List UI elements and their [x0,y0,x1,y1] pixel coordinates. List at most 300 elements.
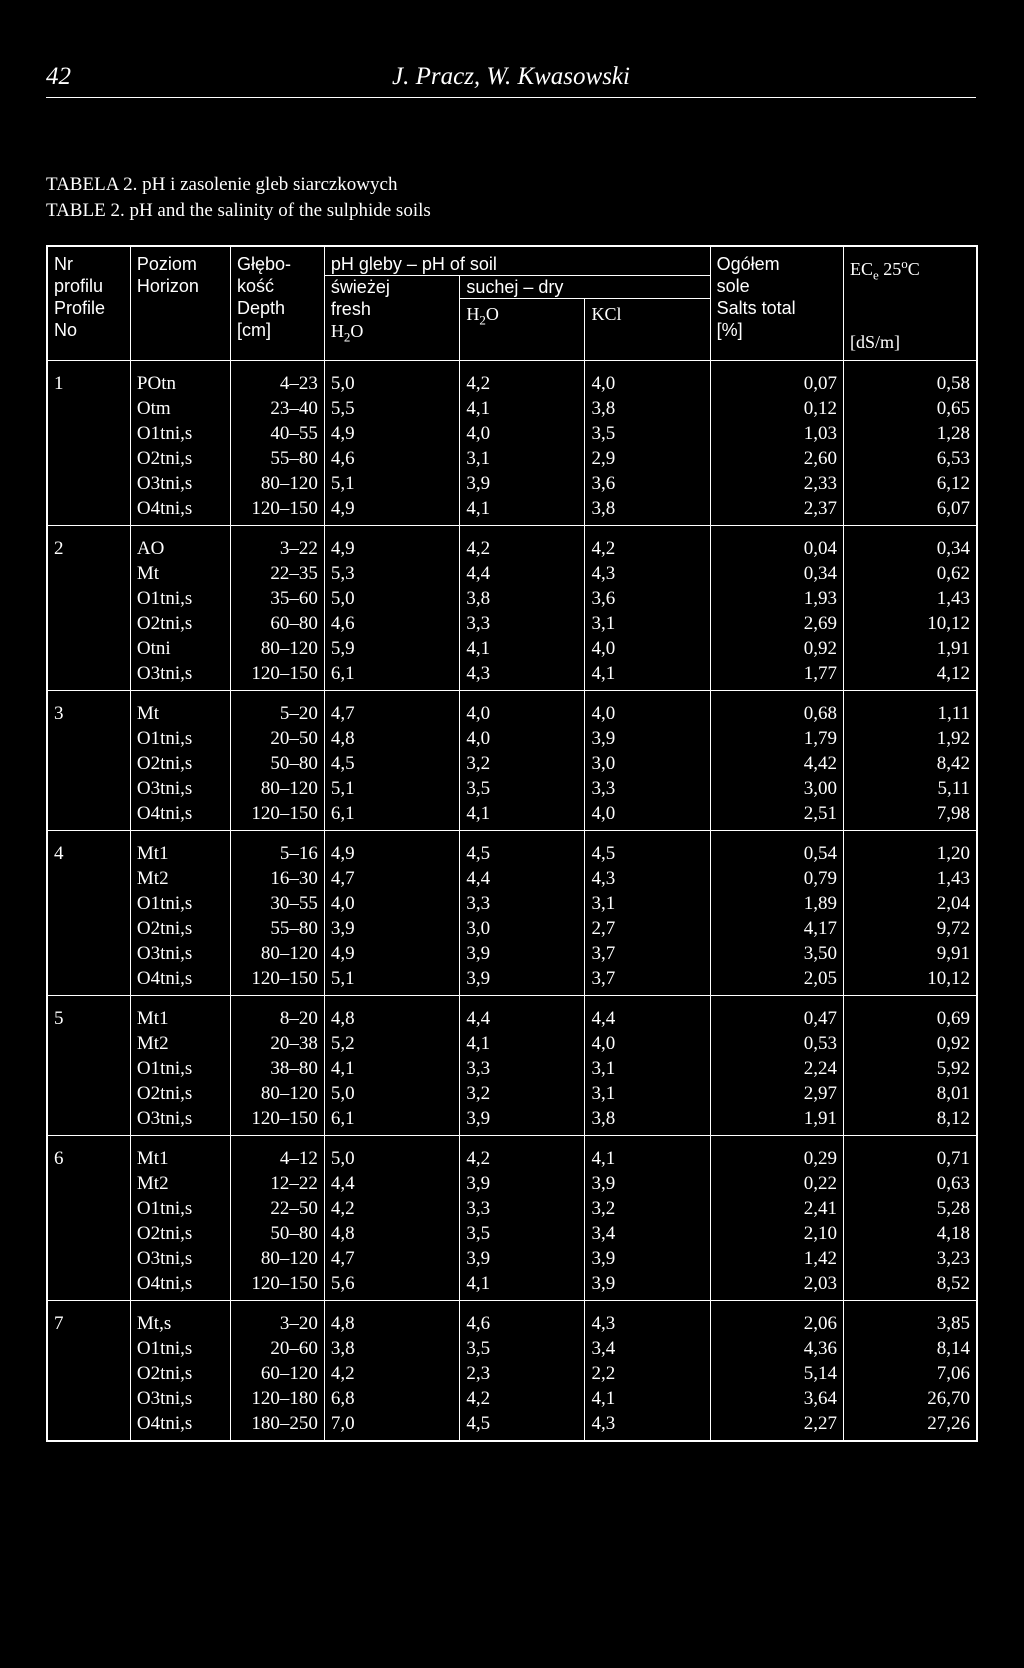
cell-ece: 7,98 [844,801,978,831]
cell-ph-h2o: 4,1 [460,636,585,661]
cell-ece: 1,91 [844,636,978,661]
cell-salts: 2,27 [710,1411,843,1441]
cell-salts: 3,64 [710,1386,843,1411]
table-row [47,776,977,801]
cell-ph-kcl: 3,7 [585,966,710,996]
table-row [47,1386,977,1411]
cell-ece: 3,23 [844,1246,978,1271]
cell-depth: 22–35 [230,561,324,586]
cell-ph-kcl: 4,3 [585,866,710,891]
cell-salts: 4,17 [710,916,843,941]
cell-horizon: O2tni,s [130,916,230,941]
cell-ph-h2o: 2,3 [460,1361,585,1386]
col-header-dry-group: suchej – dry [460,276,710,299]
cell-ph-h2o: 4,4 [460,866,585,891]
cell-salts: 0,68 [710,690,843,726]
cell-horizon: O4tni,s [130,1411,230,1441]
cell-ph-kcl: 4,0 [585,636,710,661]
cell-profile-no [47,801,130,831]
cell-depth: 120–150 [230,496,324,526]
cell-ph-kcl: 3,4 [585,1336,710,1361]
table-row [47,1081,977,1106]
cell-salts: 2,33 [710,471,843,496]
cell-ph-kcl: 3,3 [585,776,710,801]
cell-salts: 0,92 [710,636,843,661]
cell-ph-fresh: 6,1 [324,1106,460,1136]
cell-profile-no [47,471,130,496]
cell-horizon: Otni [130,636,230,661]
cell-horizon: Mt [130,561,230,586]
cell-salts: 4,42 [710,751,843,776]
col-header-h2o-dry: $H_2O$ [460,299,585,361]
cell-horizon: AO [130,525,230,561]
cell-ph-h2o: 3,8 [460,586,585,611]
cell-profile-no [47,1411,130,1441]
cell-ph-fresh: 5,6 [324,1271,460,1301]
cell-ph-fresh: 6,8 [324,1386,460,1411]
cell-depth: 55–80 [230,446,324,471]
cell-horizon: O3tni,s [130,1386,230,1411]
cell-ph-kcl: 3,9 [585,1246,710,1271]
page-number: 42 [46,63,71,90]
table-row [47,726,977,751]
cell-salts: 2,60 [710,446,843,471]
cell-horizon: O2tni,s [130,611,230,636]
col-header-ph-group: pH gleby – pH of soil [324,246,710,276]
cell-depth: 35–60 [230,586,324,611]
cell-ece: 0,63 [844,1171,978,1196]
cell-ph-fresh: 4,9 [324,525,460,561]
cell-ph-fresh: 4,6 [324,446,460,471]
cell-depth: 4–23 [230,360,324,396]
cell-horizon: O3tni,s [130,1106,230,1136]
cell-ph-h2o: 4,3 [460,661,585,691]
cell-ph-fresh: 4,0 [324,891,460,916]
cell-ph-fresh: 3,9 [324,916,460,941]
cell-profile-no [47,586,130,611]
cell-ece: 8,14 [844,1336,978,1361]
table-row [47,1411,977,1441]
cell-ece: 4,12 [844,661,978,691]
cell-ph-kcl: 2,9 [585,446,710,471]
cell-ph-h2o: 4,2 [460,360,585,396]
cell-ph-kcl: 3,9 [585,726,710,751]
cell-horizon: O3tni,s [130,776,230,801]
cell-ece: 7,06 [844,1361,978,1386]
cell-salts: 1,77 [710,661,843,691]
cell-ph-h2o: 4,0 [460,690,585,726]
cell-ph-kcl: 2,2 [585,1361,710,1386]
cell-profile-no [47,751,130,776]
table-row [47,561,977,586]
cell-depth: 55–80 [230,916,324,941]
cell-ph-h2o: 4,2 [460,1135,585,1171]
cell-ph-fresh: 5,5 [324,396,460,421]
cell-ece: 8,42 [844,751,978,776]
cell-depth: 3–20 [230,1300,324,1336]
cell-ece: 4,18 [844,1221,978,1246]
cell-salts: 0,79 [710,866,843,891]
cell-ece: 1,28 [844,421,978,446]
cell-profile-no [47,561,130,586]
col-header-salts: Ogółem sole Salts total [%] [710,246,843,360]
cell-ph-h2o: 4,1 [460,801,585,831]
cell-profile-no [47,1361,130,1386]
cell-salts: 1,91 [710,1106,843,1136]
cell-ph-h2o: 4,2 [460,1386,585,1411]
table-row [47,1336,977,1361]
cell-horizon: O1tni,s [130,421,230,446]
table-row [47,1246,977,1271]
cell-horizon: O2tni,s [130,446,230,471]
cell-ece: 5,28 [844,1196,978,1221]
cell-depth: 20–38 [230,1031,324,1056]
cell-depth: 120–150 [230,661,324,691]
cell-depth: 180–250 [230,1411,324,1441]
cell-ph-h2o: 3,3 [460,1196,585,1221]
cell-horizon: Mt,s [130,1300,230,1336]
cell-ece: 8,12 [844,1106,978,1136]
cell-ph-kcl: 3,2 [585,1196,710,1221]
col-header-kcl: KCl [585,299,710,361]
cell-profile-no: 5 [54,1007,64,1029]
table-row [47,995,977,1031]
table-row [47,1135,977,1171]
table-row [47,1271,977,1301]
cell-profile-no [47,421,130,446]
cell-ph-kcl: 3,4 [585,1221,710,1246]
cell-ph-fresh: 5,1 [324,966,460,996]
cell-salts: 2,51 [710,801,843,831]
cell-ph-fresh: 5,0 [324,586,460,611]
cell-ph-fresh: 5,1 [324,776,460,801]
cell-ece: 1,43 [844,586,978,611]
col-header-horizon: Poziom Horizon [130,246,230,360]
col-header-fresh: świeżej fresh $H_2O$ [324,276,460,361]
cell-depth: 5–20 [230,690,324,726]
cell-depth: 80–120 [230,1081,324,1106]
cell-profile-no: 4 [54,842,64,864]
cell-profile-no [47,941,130,966]
cell-ph-fresh: 5,1 [324,471,460,496]
cell-profile-no: 1 [54,372,64,394]
cell-salts: 2,24 [710,1056,843,1081]
cell-ece: 10,12 [844,966,978,996]
cell-depth: 80–120 [230,941,324,966]
cell-profile-no [47,1386,130,1411]
cell-salts: 2,10 [710,1221,843,1246]
cell-profile-no [47,636,130,661]
cell-ph-h2o: 3,3 [460,1056,585,1081]
cell-ph-fresh: 3,8 [324,1336,460,1361]
cell-depth: 80–120 [230,1246,324,1271]
cell-ece: 0,92 [844,1031,978,1056]
cell-profile-no [47,1196,130,1221]
cell-ph-kcl: 3,6 [585,471,710,496]
cell-ece: 9,91 [844,941,978,966]
table-row [47,360,977,396]
table-row [47,751,977,776]
cell-salts: 0,34 [710,561,843,586]
cell-ph-kcl: 3,0 [585,751,710,776]
cell-horizon: Mt2 [130,1171,230,1196]
table-row [47,1171,977,1196]
cell-depth: 5–16 [230,830,324,866]
cell-horizon: O1tni,s [130,586,230,611]
cell-horizon: O3tni,s [130,661,230,691]
cell-ph-fresh: 5,0 [324,1081,460,1106]
cell-horizon: POtn [130,360,230,396]
cell-horizon: O2tni,s [130,1361,230,1386]
cell-horizon: O2tni,s [130,751,230,776]
cell-salts: 1,79 [710,726,843,751]
cell-salts: 0,47 [710,995,843,1031]
cell-ph-h2o: 4,1 [460,1271,585,1301]
cell-profile-no [47,1246,130,1271]
cell-ece: 5,11 [844,776,978,801]
cell-horizon: O1tni,s [130,1196,230,1221]
cell-ph-fresh: 4,9 [324,941,460,966]
cell-profile-no [47,1056,130,1081]
cell-ph-h2o: 4,0 [460,726,585,751]
cell-salts: 0,12 [710,396,843,421]
cell-salts: 2,97 [710,1081,843,1106]
cell-ph-fresh: 4,6 [324,611,460,636]
cell-ph-fresh: 4,9 [324,496,460,526]
cell-horizon: Mt [130,690,230,726]
table-row [47,1056,977,1081]
cell-depth: 4–12 [230,1135,324,1171]
cell-depth: 8–20 [230,995,324,1031]
table-row [47,636,977,661]
cell-ph-h2o: 3,2 [460,1081,585,1106]
cell-ph-fresh: 4,8 [324,1300,460,1336]
cell-ph-kcl: 4,1 [585,1135,710,1171]
cell-ece: 27,26 [844,1411,978,1441]
table-row [47,690,977,726]
cell-profile-no [47,1271,130,1301]
cell-ece: 8,52 [844,1271,978,1301]
cell-ph-fresh: 4,1 [324,1056,460,1081]
cell-ph-fresh: 5,0 [324,1135,460,1171]
cell-ece: 2,04 [844,891,978,916]
cell-salts: 2,41 [710,1196,843,1221]
cell-ph-kcl: 4,0 [585,690,710,726]
table-row [47,525,977,561]
cell-ece: 0,34 [844,525,978,561]
table-row [47,866,977,891]
cell-profile-no: 3 [54,702,64,724]
cell-horizon: O1tni,s [130,726,230,751]
table-row [47,941,977,966]
table-row [47,1300,977,1336]
cell-ph-fresh: 6,1 [324,661,460,691]
running-head [46,62,976,98]
cell-profile-no [47,1336,130,1361]
cell-salts: 1,03 [710,421,843,446]
cell-profile-no [47,1171,130,1196]
cell-ph-h2o: 3,3 [460,611,585,636]
cell-depth: 120–150 [230,966,324,996]
cell-horizon: O3tni,s [130,471,230,496]
cell-ph-kcl: 3,1 [585,1056,710,1081]
cell-ece: 6,07 [844,496,978,526]
cell-depth: 3–22 [230,525,324,561]
cell-ph-h2o: 3,2 [460,751,585,776]
cell-profile-no [47,966,130,996]
cell-ph-kcl: 4,0 [585,1031,710,1056]
table-row [47,661,977,691]
cell-depth: 120–150 [230,1106,324,1136]
cell-ece: 6,12 [844,471,978,496]
cell-ece: 1,92 [844,726,978,751]
table-row [47,586,977,611]
caption-english: TABLE 2. pH and the salinity of the sulphide soils [46,200,431,221]
cell-ph-fresh: 4,8 [324,1221,460,1246]
cell-ph-kcl: 4,3 [585,1300,710,1336]
cell-ph-h2o: 3,5 [460,776,585,801]
cell-ece: 0,58 [844,360,978,396]
cell-ph-fresh: 4,5 [324,751,460,776]
cell-salts: 2,06 [710,1300,843,1336]
cell-ph-kcl: 4,1 [585,1386,710,1411]
cell-ph-h2o: 4,2 [460,525,585,561]
cell-ph-h2o: 3,0 [460,916,585,941]
cell-ph-kcl: 3,8 [585,496,710,526]
cell-depth: 50–80 [230,751,324,776]
cell-depth: 23–40 [230,396,324,421]
table-caption [46,172,431,224]
cell-ph-h2o: 4,5 [460,1411,585,1441]
cell-ece: 0,71 [844,1135,978,1171]
cell-ph-fresh: 5,3 [324,561,460,586]
col-header-profile: Nr profilu Profile No [47,246,130,360]
cell-horizon: O2tni,s [130,1221,230,1246]
cell-salts: 0,07 [710,360,843,396]
cell-profile-no [47,726,130,751]
cell-salts: 3,50 [710,941,843,966]
cell-profile-no [47,1106,130,1136]
cell-ph-kcl: 4,3 [585,561,710,586]
cell-ece: 26,70 [844,1386,978,1411]
cell-depth: 22–50 [230,1196,324,1221]
cell-ece: 8,01 [844,1081,978,1106]
cell-ph-fresh: 4,9 [324,830,460,866]
cell-ece: 5,92 [844,1056,978,1081]
cell-profile-no [47,916,130,941]
cell-ph-h2o: 4,1 [460,496,585,526]
table-row [47,830,977,866]
cell-ph-kcl: 3,9 [585,1171,710,1196]
cell-ph-fresh: 4,2 [324,1196,460,1221]
table-row [47,916,977,941]
cell-ph-kcl: 4,3 [585,1411,710,1441]
cell-ece: 1,43 [844,866,978,891]
table-row [47,1031,977,1056]
cell-profile-no [47,1081,130,1106]
cell-horizon: O2tni,s [130,1081,230,1106]
cell-profile-no [47,396,130,421]
cell-ph-h2o: 4,1 [460,396,585,421]
cell-ece: 1,11 [844,690,978,726]
cell-ph-h2o: 3,5 [460,1221,585,1246]
cell-salts: 0,53 [710,1031,843,1056]
table-row [47,396,977,421]
cell-profile-no [47,1031,130,1056]
table-row [47,421,977,446]
cell-salts: 0,04 [710,525,843,561]
cell-salts: 2,05 [710,966,843,996]
cell-horizon: O1tni,s [130,1056,230,1081]
cell-profile-no: 7 [54,1312,64,1334]
cell-salts: 1,42 [710,1246,843,1271]
cell-ph-kcl: 2,7 [585,916,710,941]
cell-horizon: Mt2 [130,866,230,891]
cell-profile-no [47,866,130,891]
cell-ece: 9,72 [844,916,978,941]
cell-profile-no: 6 [54,1147,64,1169]
cell-salts: 3,00 [710,776,843,801]
cell-ph-kcl: 3,8 [585,1106,710,1136]
cell-ph-fresh: 4,4 [324,1171,460,1196]
cell-horizon: O1tni,s [130,891,230,916]
cell-ece: 6,53 [844,446,978,471]
table-row [47,1361,977,1386]
table-row [47,1196,977,1221]
table-row [47,891,977,916]
cell-profile-no [47,496,130,526]
cell-ph-fresh: 7,0 [324,1411,460,1441]
cell-salts: 2,69 [710,611,843,636]
cell-ph-fresh: 4,8 [324,726,460,751]
cell-profile-no: 2 [54,537,64,559]
table-header [47,246,977,360]
running-head-authors: J. Pracz, W. Kwasowski [392,63,630,90]
cell-horizon: O4tni,s [130,1271,230,1301]
cell-horizon: O4tni,s [130,496,230,526]
cell-ph-kcl: 4,0 [585,360,710,396]
table-body [47,360,977,1441]
cell-salts: 0,54 [710,830,843,866]
caption-polish: TABELA 2. pH i zasolenie gleb siarczkowych [46,174,398,195]
table-row [47,966,977,996]
col-header-ece: $EC_e$ 25$^o$C [dS/m] [844,246,978,360]
cell-ph-kcl: 4,1 [585,661,710,691]
cell-depth: 40–55 [230,421,324,446]
cell-ph-fresh: 4,7 [324,690,460,726]
cell-ph-h2o: 4,4 [460,995,585,1031]
cell-depth: 12–22 [230,1171,324,1196]
cell-horizon: Mt1 [130,995,230,1031]
cell-salts: 4,36 [710,1336,843,1361]
table-row [47,611,977,636]
cell-ph-fresh: 6,1 [324,801,460,831]
cell-ph-kcl: 3,5 [585,421,710,446]
table-row [47,471,977,496]
cell-ph-h2o: 3,9 [460,1106,585,1136]
cell-salts: 1,93 [710,586,843,611]
cell-horizon: O4tni,s [130,966,230,996]
cell-horizon: Mt2 [130,1031,230,1056]
cell-ece: 0,65 [844,396,978,421]
cell-depth: 20–50 [230,726,324,751]
cell-ph-h2o: 4,0 [460,421,585,446]
cell-ph-h2o: 3,9 [460,1246,585,1271]
cell-ph-kcl: 4,5 [585,830,710,866]
cell-ph-h2o: 3,9 [460,966,585,996]
cell-horizon: Mt1 [130,1135,230,1171]
cell-ece: 1,20 [844,830,978,866]
